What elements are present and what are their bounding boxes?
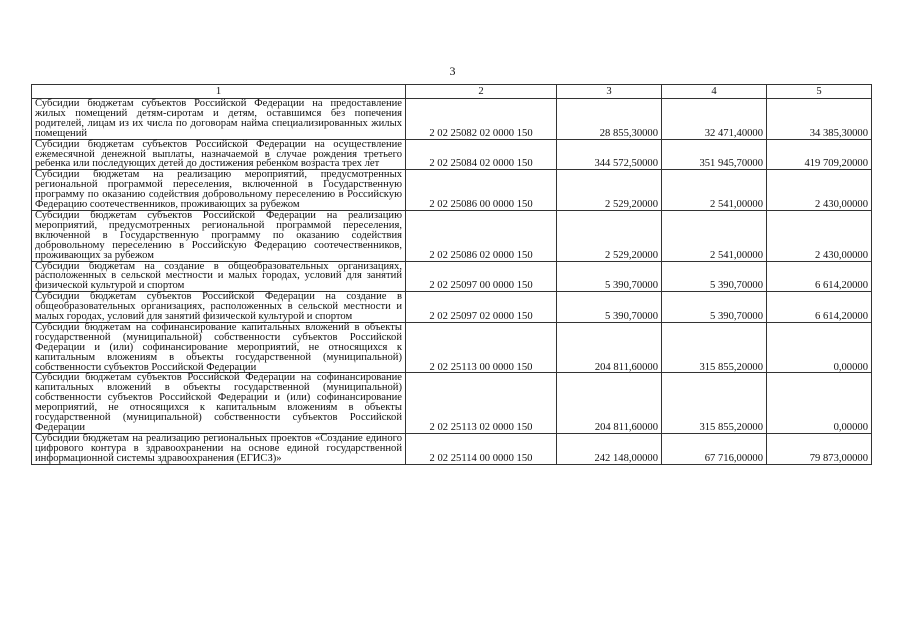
row-budget-code: 2 02 25113 02 0000 150	[406, 373, 557, 433]
row-budget-code: 2 02 25114 00 0000 150	[406, 433, 557, 464]
row-budget-code: 2 02 25082 02 0000 150	[406, 99, 557, 140]
row-description: Субсидии бюджетам субъектов Российской Федерации на реализацию мероприятий, предусмотренных региональной программой переселения, включенной в Государственную программу по оказанию содействия добровольному переселению в Российскую Федерацию соотечественников, проживающих за рубежом	[32, 210, 406, 261]
row-budget-code: 2 02 25097 00 0000 150	[406, 261, 557, 292]
row-value-col5: 6 614,20000	[767, 292, 872, 323]
row-value-col5: 2 430,00000	[767, 170, 872, 211]
row-value-col4: 315 855,20000	[662, 322, 767, 373]
row-value-col4: 315 855,20000	[662, 373, 767, 433]
column-header-5: 5	[767, 85, 872, 99]
table-row	[32, 261, 872, 292]
row-description: Субсидии бюджетам на реализацию региональных проектов «Создание единого цифрового контура в здравоохранении на основе единой государственной информационной системы здравоохранения (ЕГИСЗ)»	[32, 433, 406, 464]
table-row	[32, 210, 872, 261]
row-value-col4: 32 471,40000	[662, 99, 767, 140]
row-description: Субсидии бюджетам субъектов Российской Федерации на софинансирование капитальных вложений в объекты государственной (муниципальной) собственности субъектов Российской Федерации и (или) софинансирование мероприятий, не относящихся к капитальным вложениям в объекты государственной (муниципальной) собственности субъектов Российской Федерации	[32, 373, 406, 433]
column-header-3: 3	[557, 85, 662, 99]
table-row	[32, 373, 872, 433]
row-value-col5: 79 873,00000	[767, 433, 872, 464]
row-value-col3: 2 529,20000	[557, 210, 662, 261]
row-value-col5: 34 385,30000	[767, 99, 872, 140]
table-row	[32, 139, 872, 170]
row-value-col5: 0,00000	[767, 322, 872, 373]
row-value-col3: 242 148,00000	[557, 433, 662, 464]
row-budget-code: 2 02 25086 02 0000 150	[406, 210, 557, 261]
column-header-1: 1	[32, 85, 406, 99]
row-value-col3: 5 390,70000	[557, 292, 662, 323]
page-number: 3	[449, 64, 456, 78]
row-value-col5: 0,00000	[767, 373, 872, 433]
row-value-col4: 5 390,70000	[662, 261, 767, 292]
row-value-col3: 344 572,50000	[557, 139, 662, 170]
row-value-col5: 419 709,20000	[767, 139, 872, 170]
row-value-col3: 204 811,60000	[557, 373, 662, 433]
budget-table	[31, 84, 872, 465]
row-value-col4: 5 390,70000	[662, 292, 767, 323]
row-description: Субсидии бюджетам на создание в общеобразовательных организациях, расположенных в сельской местности и малых городах, условий для занятий физической культурой и спортом	[32, 261, 406, 292]
row-value-col4: 351 945,70000	[662, 139, 767, 170]
column-header-4: 4	[662, 85, 767, 99]
row-budget-code: 2 02 25097 02 0000 150	[406, 292, 557, 323]
row-description: Субсидии бюджетам на софинансирование капитальных вложений в объекты государственной (муниципальной) собственности субъектов Российской Федерации и (или) софинансирование мероприятий, не относящихся к капитальным вложениям в объекты государственной (муниципальной) собственности субъектов Российской Федерации	[32, 322, 406, 373]
row-description: Субсидии бюджетам субъектов Российской Федерации на создание в общеобразовательных организациях, расположенных в сельской местности и малых городах, условий для занятий физической культурой и спортом	[32, 292, 406, 323]
table-row	[32, 170, 872, 211]
table-row	[32, 99, 872, 140]
row-value-col3: 2 529,20000	[557, 170, 662, 211]
row-description: Субсидии бюджетам субъектов Российской Федерации на осуществление ежемесячной денежной выплаты, назначаемой в случае рождения третьего ребенка или последующих детей до достижения ребенком возраста трех лет	[32, 139, 406, 170]
row-value-col4: 2 541,00000	[662, 170, 767, 211]
row-budget-code: 2 02 25113 00 0000 150	[406, 322, 557, 373]
row-value-col4: 67 716,00000	[662, 433, 767, 464]
table-row	[32, 322, 872, 373]
table-row	[32, 292, 872, 323]
table-header-row	[32, 85, 872, 99]
row-budget-code: 2 02 25086 00 0000 150	[406, 170, 557, 211]
row-description: Субсидии бюджетам на реализацию мероприятий, предусмотренных региональной программой переселения, включенной в Государственную программу по оказанию содействия добровольному переселению в Российскую Федерацию соотечественников, проживающих за рубежом	[32, 170, 406, 211]
row-description: Субсидии бюджетам субъектов Российской Федерации на предоставление жилых помещений детям-сиротам и детям, оставшимся без попечения родителей, лицам из их числа по договорам найма специализированных жилых помещений	[32, 99, 406, 140]
row-value-col3: 5 390,70000	[557, 261, 662, 292]
column-header-2: 2	[406, 85, 557, 99]
table-row	[32, 433, 872, 464]
row-budget-code: 2 02 25084 02 0000 150	[406, 139, 557, 170]
row-value-col3: 204 811,60000	[557, 322, 662, 373]
row-value-col5: 6 614,20000	[767, 261, 872, 292]
row-value-col4: 2 541,00000	[662, 210, 767, 261]
row-value-col5: 2 430,00000	[767, 210, 872, 261]
row-value-col3: 28 855,30000	[557, 99, 662, 140]
